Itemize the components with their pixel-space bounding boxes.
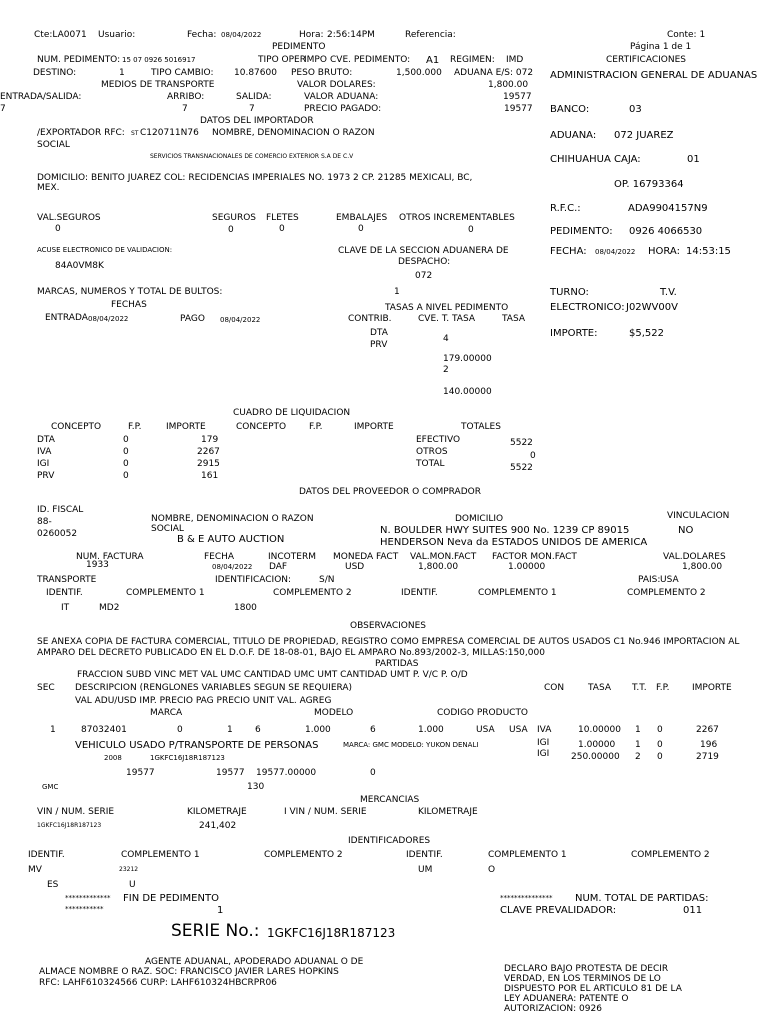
contrib-fp: 0 xyxy=(657,725,663,735)
contrib-tasa: 1.00000 xyxy=(578,740,616,750)
fecha-cert-value: 08/04/2022 xyxy=(595,248,636,256)
id-fiscal-value-2: 0260052 xyxy=(37,529,78,539)
entrada-value: 7 xyxy=(0,104,6,114)
id-fiscal-label: ID. FISCAL xyxy=(37,505,84,515)
entrada-salida-label: ENTRADA/SALIDA: xyxy=(0,92,82,102)
partida-vin: 1GKFC16J18R187123 xyxy=(150,754,225,762)
clave-prevalidador-label: CLAVE PREVALIDADOR: xyxy=(500,905,617,916)
ident-identif2-header: IDENTIF. xyxy=(406,850,443,860)
serie-label: SERIE No.: xyxy=(171,921,260,941)
transp-complemento2b-header: COMPLEMENTO 2 xyxy=(627,588,706,598)
ident-mv: MV xyxy=(28,865,42,875)
partidas-marca-header: MARCA xyxy=(150,708,183,718)
fin-one: 1 xyxy=(217,905,224,916)
contrib-tt: 1 xyxy=(635,725,641,735)
valor-dolares-value: 1,800.00 xyxy=(488,80,529,90)
serie-value: 1GKFC16J18R187123 xyxy=(267,926,396,940)
transp-complemento2-header: COMPLEMENTO 2 xyxy=(273,588,352,598)
contrib-tasa: 10.00000 xyxy=(578,725,621,735)
partida-130: 130 xyxy=(247,782,265,792)
efectivo-value: 5522 xyxy=(510,438,533,448)
domicilio-line2: MEX. xyxy=(37,183,60,193)
observaciones-line2: AMPARO DEL DECRETO PUBLICADO EN EL D.O.F. DE 18-08-01, BAJO EL AMPARO No.893/2002-3, MILLAS:150,000 xyxy=(37,648,545,658)
fin-pedimento-label: FIN DE PEDIMENTO xyxy=(123,893,219,904)
liq-row-importe: 2267 xyxy=(197,447,220,457)
partidas-tasa-header: TASA xyxy=(588,683,611,693)
contrib-con: IGI xyxy=(537,749,550,759)
partida-fraccion: 87032401 xyxy=(81,725,127,735)
fecha-cert-label: FECHA: xyxy=(550,246,587,257)
num-pedimento-label: NUM. PEDIMENTO: xyxy=(37,55,121,65)
valor-dolares-label: VALOR DOLARES: xyxy=(297,80,376,90)
razon-social-value: SERVICIOS TRANSNACIONALES DE COMERCIO EXTERIOR S.A DE C.V xyxy=(150,153,354,160)
pedimento-title: PEDIMENTO xyxy=(272,42,326,52)
caja-label: CHIHUAHUA CAJA: xyxy=(550,154,641,165)
regimen-value: IMD xyxy=(506,55,524,65)
valor-aduana-label: VALOR ADUANA: xyxy=(304,92,379,102)
nombre-prov-label-2: SOCIAL xyxy=(151,524,184,534)
tasa-val-1: 4 xyxy=(443,334,449,344)
electronico-label: ELECTRONICO: xyxy=(550,302,625,313)
contrib-fp: 0 xyxy=(657,752,663,762)
num-factura-label: NUM. FACTURA xyxy=(76,552,144,562)
moneda-label: MONEDA FACT xyxy=(333,552,399,562)
liq-row-fp: 0 xyxy=(123,447,129,457)
tasa-val-3: 2 xyxy=(443,365,449,375)
liq-row-concepto: IGI xyxy=(37,459,50,469)
identificadores-title: IDENTIFICADORES xyxy=(348,836,431,846)
partida-pod: USA xyxy=(509,725,528,735)
liq-row-importe: 161 xyxy=(201,471,219,481)
importe-cert-label: IMPORTE: xyxy=(550,328,598,339)
liquidacion-title: CUADRO DE LIQUIDACION xyxy=(233,408,351,418)
ident-complemento1b-header: COMPLEMENTO 1 xyxy=(488,850,567,860)
peso-bruto-label: PESO BRUTO: xyxy=(291,68,353,78)
val-seguros-label: VAL.SEGUROS xyxy=(37,213,101,223)
marcas-value: 1 xyxy=(394,287,400,297)
mercancias-vin-value: 1GKFC16J18R187123 xyxy=(37,822,102,829)
embalajes-label: EMBALAJES xyxy=(336,213,388,223)
liq-fp2-header: F.P. xyxy=(309,422,323,432)
clave-seccion-label: CLAVE DE LA SECCION ADUANERA DE xyxy=(338,246,509,256)
fin-stars-2: *********** xyxy=(65,905,104,913)
aduana-es: ADUANA E/S: 072 xyxy=(454,68,534,78)
otros-value: 0 xyxy=(468,225,474,235)
certificaciones-title: CERTIFICACIONES xyxy=(606,55,686,65)
liq-row-concepto: DTA xyxy=(37,435,55,445)
contrib-importe: 196 xyxy=(700,740,718,750)
val-mon-label: VAL.MON.FACT xyxy=(410,552,477,562)
observaciones-line1: SE ANEXA COPIA DE FACTURA COMERCIAL, TITULO DE PROPIEDAD, REGISTRO COMO EMPRESA COMERCIAL DE AUTOS USADOS C1 No.946 IMPORTACION AL xyxy=(37,637,740,647)
page-counter: Página 1 de 1 xyxy=(630,42,692,52)
val-dolares-prov-label: VAL.DOLARES xyxy=(663,552,726,562)
num-pedimento-value: 15 07 0926 5016917 xyxy=(122,56,196,64)
banco-label: BANCO: xyxy=(550,104,590,115)
cte-code: Cte:LA0071 xyxy=(34,30,87,40)
contrib-con: IGI xyxy=(537,738,550,748)
partidas-importe-header: IMPORTE xyxy=(692,683,732,693)
contrib-label: CONTRIB. xyxy=(348,314,392,324)
fecha-label: Fecha: xyxy=(187,30,217,40)
partida-pvc: USA xyxy=(476,725,495,735)
mercancias-vin-header: VIN / NUM. SERIE xyxy=(37,807,115,817)
nombre-prov-label-1: NOMBRE, DENOMINACION O RAZON xyxy=(151,514,314,524)
fin-stars-3: *************** xyxy=(500,894,553,902)
cve-pedimento-value: A1 xyxy=(426,55,440,66)
importador-title: DATOS DEL IMPORTADOR xyxy=(200,116,314,126)
transp-complemento1b-header: COMPLEMENTO 1 xyxy=(478,588,557,598)
proveedor-nombre: B & E AUTO AUCTION xyxy=(177,534,285,545)
nombre-label: NOMBRE, DENOMINACION O RAZON xyxy=(212,128,375,138)
fecha-value: 08/04/2022 xyxy=(221,31,262,39)
efectivo-label: EFECTIVO xyxy=(416,435,461,445)
conte-value: Conte: 1 xyxy=(667,30,706,40)
identificacion-label: IDENTIFICACION: xyxy=(215,575,292,585)
ident-o: O xyxy=(488,865,496,875)
acuse-label: ACUSE ELECTRONICO DE VALIDACION: xyxy=(37,246,173,254)
otros-liq-label: OTROS xyxy=(416,447,448,457)
tasa-dta: DTA xyxy=(370,328,388,338)
pais-value: USA xyxy=(660,575,679,585)
peso-bruto-value: 1,500.000 xyxy=(396,68,442,78)
hora-cert-label: HORA: xyxy=(648,246,680,257)
tasa-val-2: 179.00000 xyxy=(443,354,492,364)
partidas-header-1: FRACCION SUBD VINC MET VAL UMC CANTIDAD UMC UMT CANTIDAD UMT P. V/C P. O/D xyxy=(77,670,468,680)
hora-value: 2:56:14PM xyxy=(327,30,375,40)
ident-code: 23212 xyxy=(119,866,139,873)
tasa-prv: PRV xyxy=(370,340,388,350)
mercancias-km2-header: KILOMETRAJE xyxy=(418,807,478,817)
liq-importe-header: IMPORTE xyxy=(166,422,206,432)
turno-value: T.V. xyxy=(660,287,677,298)
rfc-cert-label: R.F.C.: xyxy=(550,203,581,214)
rfc-value: C120711N76 xyxy=(140,128,199,138)
vinculacion-label: VINCULACION xyxy=(667,511,730,521)
valor-aduana-value: 19577 xyxy=(503,92,532,102)
transp-identif-header: IDENTIF. xyxy=(46,588,83,598)
factura-fecha-value: 08/04/2022 xyxy=(212,563,253,571)
domicilio-line1: BENITO JUAREZ COL: RECIDENCIAS IMPERIALES NO. 1973 2 CP. 21285 MEXICALI, BC, xyxy=(91,173,473,183)
contrib-importe: 2267 xyxy=(696,725,719,735)
tipo-oper-value: IMPO xyxy=(304,55,327,65)
ident-complemento2b-header: COMPLEMENTO 2 xyxy=(631,850,710,860)
partidas-header-2: DESCRIPCION (RENGLONES VARIABLES SEGUN SE REQUIERA) xyxy=(75,683,353,693)
liq-row-fp: 0 xyxy=(123,435,129,445)
aduana-value: 072 JUAREZ xyxy=(614,130,674,141)
tasa-label: TASA xyxy=(502,314,525,324)
num-factura-value: 1933 xyxy=(86,560,109,570)
fletes-value: 0 xyxy=(279,224,285,234)
seguros-value: 0 xyxy=(228,225,234,235)
declaro-text: DECLARO BAJO PROTESTA DE DECIR VERDAD, EN LOS TERMINOS DE LO DISPUESTO POR EL ARTICULO 81 DE LA LEY ADUANERA: PATENTE O AUTORIZACION: 0926 xyxy=(504,964,682,1015)
liq-row-fp: 0 xyxy=(123,471,129,481)
transporte-label: TRANSPORTE xyxy=(37,575,97,585)
partida-cant-umt: 1.000 xyxy=(418,725,444,735)
partida-umc: 6 xyxy=(255,725,261,735)
ident-um: UM xyxy=(418,865,433,875)
salida-value: 7 xyxy=(249,104,255,114)
contrib-con: IVA xyxy=(537,725,552,735)
agente-line3: RFC: LAHF610324566 CURP: LAHF610324HBCRPR06 xyxy=(39,978,277,988)
electronico-value: J02WV00V xyxy=(626,302,678,313)
marcas-label: MARCAS, NUMEROS Y TOTAL DE BULTOS: xyxy=(37,287,223,297)
importe-cert-value: $5,522 xyxy=(629,328,664,339)
ident-u: U xyxy=(129,880,136,890)
val-mon-value: 1,800.00 xyxy=(418,562,459,572)
identificacion-value: S/N xyxy=(319,575,335,585)
hora-cert-value: 14:53:15 xyxy=(686,246,731,257)
banco-value: 03 xyxy=(629,104,642,115)
acuse-value: 84A0VM8K xyxy=(55,261,104,271)
domicilio-label: DOMICILIO: xyxy=(37,173,88,183)
cve-pedimento-label: CVE. PEDIMENTO: xyxy=(330,55,411,65)
liq-row-concepto: IVA xyxy=(37,447,52,457)
transp-complemento1-header: COMPLEMENTO 1 xyxy=(126,588,205,598)
transp-md2-value: MD2 xyxy=(99,603,120,613)
pais-label: PAIS: xyxy=(638,575,661,585)
fletes-label: FLETES xyxy=(266,213,299,223)
proveedor-title: DATOS DEL PROVEEDOR O COMPRADOR xyxy=(299,487,481,497)
pedimento-cert-label: PEDIMENTO: xyxy=(550,226,613,237)
arribo-label: ARRIBO: xyxy=(167,92,205,102)
mercancias-vin2-header: I VIN / NUM. SERIE xyxy=(284,807,367,817)
partida-sec-value: 1 xyxy=(50,725,56,735)
incoterm-value: DAF xyxy=(269,562,288,572)
contrib-fp: 0 xyxy=(657,740,663,750)
tasa-val-4: 140.00000 xyxy=(443,387,492,397)
seguros-label: SEGUROS xyxy=(212,213,257,223)
domicilio-prov-line1: N. BOULDER HWY SUITES 900 No. 1239 CP 89015 xyxy=(380,525,630,536)
precio-pagado-value: 19577 xyxy=(504,104,533,114)
moneda-value: USD xyxy=(345,562,365,572)
rfc-cert-value: ADA9904157N9 xyxy=(628,203,708,214)
salida-label: SALIDA: xyxy=(236,92,272,102)
pago-value: 08/04/2022 xyxy=(220,316,261,324)
liq-row-concepto: PRV xyxy=(37,471,55,481)
contrib-tasa: 250.00000 xyxy=(571,752,620,762)
factor-value: 1.00000 xyxy=(508,562,546,572)
total-liq-value: 5522 xyxy=(510,463,533,473)
despacho-label: DESPACHO: xyxy=(398,257,451,267)
op-number: OP. 16793364 xyxy=(614,179,684,190)
social-label: SOCIAL xyxy=(37,140,70,150)
num-total-partidas-label: NUM. TOTAL DE PARTIDAS: xyxy=(575,893,709,904)
val-seguros-value: 0 xyxy=(55,224,61,234)
partida-precio-unit: 19577.00000 xyxy=(256,768,317,778)
pago-label: PAGO xyxy=(180,314,205,324)
rfc-label: /EXPORTADOR RFC: xyxy=(37,128,125,138)
partida-vinc: 0 xyxy=(177,725,183,735)
domicilio-prov-line2: HENDERSON Neva da ESTADOS UNIDOS DE AMERICA xyxy=(380,537,648,548)
incoterm-label: INCOTERM xyxy=(268,552,316,562)
liq-concepto-header: CONCEPTO xyxy=(51,422,102,432)
liq-row-importe: 2915 xyxy=(197,459,220,469)
partida-umt: 6 xyxy=(370,725,376,735)
destino-value: 1 xyxy=(119,68,125,78)
partidas-fp-header: F.P. xyxy=(656,683,670,693)
destino-label: DESTINO: xyxy=(33,68,77,78)
usuario-label: Usuario: xyxy=(98,30,136,40)
partida-marca-value: GMC xyxy=(42,783,59,791)
partida-cant-umc: 1.000 xyxy=(305,725,331,735)
rfc-prefix: ST xyxy=(131,130,139,137)
entrada-fecha-value: 08/04/2022 xyxy=(88,315,129,323)
agente-line2: ALMACE NOMBRE O RAZ. SOC: FRANCISCO JAVIER LARES HOPKINS xyxy=(39,967,339,977)
otros-label: OTROS INCREMENTABLES xyxy=(399,213,515,223)
agente-line1: AGENTE ADUANAL, APODERADO ADUANAL O DE xyxy=(145,957,364,967)
ident-es: ES xyxy=(47,880,59,890)
val-dolares-prov-value: 1,800.00 xyxy=(682,562,723,572)
ident-complemento1-header: COMPLEMENTO 1 xyxy=(121,850,200,860)
observaciones-title: OBSERVACIONES xyxy=(350,621,426,631)
liq-row-fp: 0 xyxy=(123,459,129,469)
domicilio-prov-label: DOMICILIO xyxy=(455,514,504,524)
partidas-tt-header: T.T. xyxy=(632,683,647,693)
transp-identif-value: IT xyxy=(61,603,70,613)
partida-imp-precio: 19577 xyxy=(216,768,245,778)
mercancias-title: MERCANCIAS xyxy=(360,795,420,805)
precio-pagado-label: PRECIO PAGADO: xyxy=(304,104,382,114)
partidas-sec-header: SEC xyxy=(37,683,55,693)
ident-complemento2-header: COMPLEMENTO 2 xyxy=(264,850,343,860)
vinculacion-value: NO xyxy=(678,525,694,536)
factura-fecha-label: FECHA xyxy=(204,552,235,562)
cve-t-tasa-label: CVE. T. TASA xyxy=(418,314,475,324)
embalajes-value: 0 xyxy=(358,224,364,234)
tasas-title: TASAS A NIVEL PEDIMENTO xyxy=(385,303,509,313)
liq-totales-header: TOTALES xyxy=(461,422,501,432)
tipo-cambio-label: TIPO CAMBIO: xyxy=(151,68,214,78)
partida-val-agreg: 0 xyxy=(370,768,376,778)
aduana-label: ADUANA: xyxy=(550,130,597,141)
turno-label: TURNO: xyxy=(550,287,589,298)
partida-val-adu: 19577 xyxy=(126,768,155,778)
ident-identif-header: IDENTIF. xyxy=(28,850,65,860)
fechas-title: FECHAS xyxy=(111,300,147,310)
partidas-con-header: CON xyxy=(544,683,565,693)
pedimento-cert-value: 0926 4066530 xyxy=(629,226,703,237)
id-fiscal-value-1: 88- xyxy=(37,517,52,527)
contrib-tt: 2 xyxy=(635,752,641,762)
clave-prevalidador-value: 011 xyxy=(683,905,703,916)
partidas-modelo-header: MODELO xyxy=(314,708,354,718)
partidas-codigo-header: CODIGO PRODUCTO xyxy=(437,708,529,718)
partida-descripcion: VEHICULO USADO P/TRANSPORTE DE PERSONAS xyxy=(75,740,319,751)
partidas-header-3: VAL ADU/USD IMP. PRECIO PAG PRECIO UNIT VAL. AGREG xyxy=(75,696,332,706)
mercancias-km-header: KILOMETRAJE xyxy=(187,807,247,817)
medios-transporte-label: MEDIOS DE TRANSPORTE xyxy=(101,80,215,90)
partidas-title: PARTIDAS xyxy=(375,659,419,669)
liq-fp-header: F.P. xyxy=(128,422,142,432)
partida-met: 1 xyxy=(227,725,233,735)
tipo-cambio-value: 10.87600 xyxy=(234,68,277,78)
referencia-label: Referencia: xyxy=(405,30,456,40)
total-liq-label: TOTAL xyxy=(416,459,445,469)
clave-seccion-value: 072 xyxy=(415,271,433,281)
contrib-tt: 1 xyxy=(635,740,641,750)
caja-value: 01 xyxy=(687,154,700,165)
contrib-importe: 2719 xyxy=(696,752,719,762)
arribo-value: 7 xyxy=(182,104,188,114)
transp-identif2-header: IDENTIF. xyxy=(401,588,438,598)
otros-liq-value: 0 xyxy=(530,451,536,461)
transp-1800-value: 1800 xyxy=(234,603,257,613)
fin-stars-1: ************* xyxy=(65,894,111,902)
hora-label: Hora: xyxy=(299,30,324,40)
partida-anio: 2008 xyxy=(104,754,122,762)
partida-marca-modelo: MARCA: GMC MODELO: YUKON DENALI xyxy=(343,741,479,749)
factor-label: FACTOR MON.FACT xyxy=(492,552,577,562)
regimen-label: REGIMEN: xyxy=(450,55,495,65)
liq-concepto2-header: CONCEPTO xyxy=(236,422,287,432)
admin-general-aduanas: ADMINISTRACION GENERAL DE ADUANAS xyxy=(550,70,758,81)
entrada-fecha-label: ENTRADA xyxy=(45,313,88,323)
tipo-oper-label: TIPO OPER xyxy=(258,55,306,65)
liq-row-importe: 179 xyxy=(201,435,219,445)
liq-importe2-header: IMPORTE xyxy=(354,422,394,432)
mercancias-km-value: 241,402 xyxy=(199,821,237,831)
